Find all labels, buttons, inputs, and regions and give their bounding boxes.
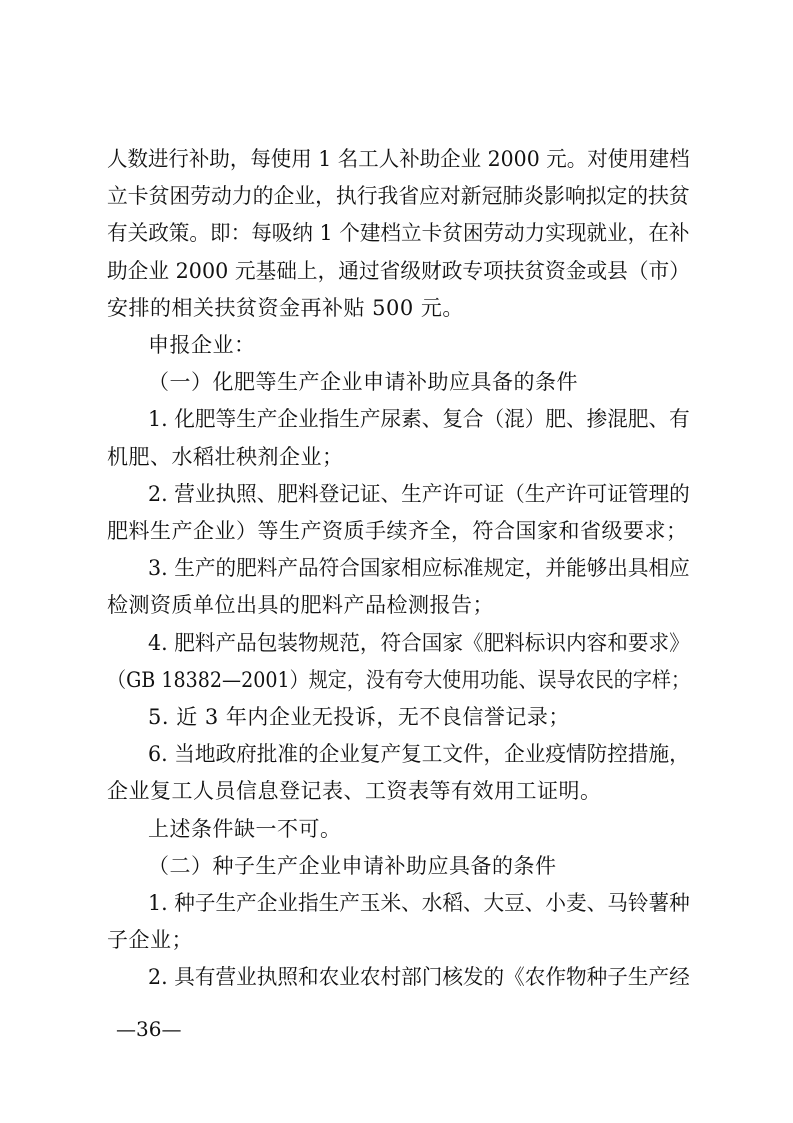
subsection-heading: （一）化肥等生产企业申请补助应具备的条件	[148, 370, 578, 394]
text-line: 肥料生产企业）等生产资质手续齐全，符合国家和省级要求；	[107, 519, 688, 543]
section-heading: 申报企业：	[148, 333, 256, 357]
text-line: 4. 肥料产品包装物规范，符合国家《肥料标识内容和要求》	[148, 631, 690, 655]
text-line: 1. 种子生产企业指生产玉米、水稻、大豆、小麦、马铃薯种	[148, 891, 690, 915]
text-line: 1. 化肥等生产企业指生产尿素、复合（混）肥、掺混肥、有	[148, 407, 690, 431]
text-line: 检测资质单位出具的肥料产品检测报告；	[107, 593, 494, 617]
text-line: 上述条件缺一不可。	[148, 817, 342, 841]
text-line: 有关政策。即：每吸纳 1 个建档立卡贫困劳动力实现就业，在补	[107, 221, 690, 245]
text-line: 5. 近 3 年内企业无投诉，无不良信誉记录；	[148, 705, 570, 729]
text-line: 机肥、水稻壮秧剂企业；	[107, 445, 344, 469]
text-line: 2. 营业执照、肥料登记证、生产许可证（生产许可证管理的	[148, 482, 690, 506]
text-line: 助企业 2000 元基础上，通过省级财政专项扶贫资金或县（市）	[107, 259, 690, 283]
text-line: 立卡贫困劳动力的企业，执行我省应对新冠肺炎影响拟定的扶贫	[107, 184, 690, 208]
text-line: 2. 具有营业执照和农业农村部门核发的《农作物种子生产经	[148, 965, 690, 989]
text-line: 企业复工人员信息登记表、工资表等有效用工证明。	[107, 779, 602, 803]
page-number: —36—	[116, 1017, 182, 1041]
text-line: 3. 生产的肥料产品符合国家相应标准规定，并能够出具相应	[148, 556, 690, 580]
text-line: 子企业；	[107, 928, 193, 952]
text-line: 人数进行补助，每使用 1 名工人补助企业 2000 元。对使用建档	[107, 147, 690, 171]
text-line: 安排的相关扶贫资金再补贴 500 元。	[107, 296, 464, 320]
text-line: （GB 18382—2001）规定，没有夸大使用功能、误导农民的字样；	[107, 668, 691, 692]
text-line: 6. 当地政府批准的企业复产复工文件，企业疫情防控措施，	[148, 742, 690, 766]
subsection-heading: （二）种子生产企业申请补助应具备的条件	[148, 854, 557, 878]
